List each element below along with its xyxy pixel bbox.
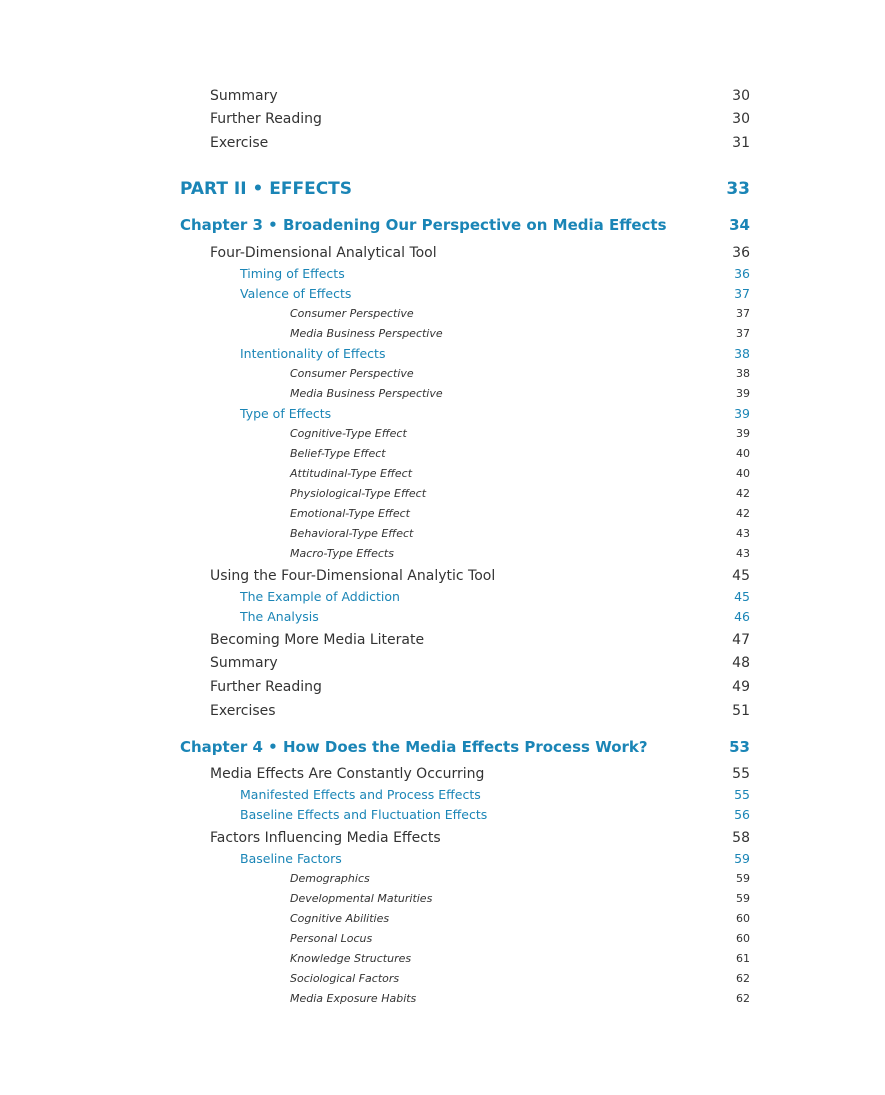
page-number: 40 xyxy=(736,467,750,480)
entry-title: Type of Effects xyxy=(240,406,332,421)
section-entry xyxy=(210,632,750,651)
entry-title: Consumer Perspective xyxy=(290,367,414,380)
page-number: 46 xyxy=(734,609,750,624)
subsection-entry xyxy=(240,346,750,363)
page-number: 39 xyxy=(734,406,750,421)
entry-title: Chapter 4 • How Does the Media Effects Process Work? xyxy=(180,738,648,756)
section-entry xyxy=(210,568,750,587)
entry-title: Media Effects Are Constantly Occurring xyxy=(210,766,485,782)
entry-title: Media Business Perspective xyxy=(290,387,443,400)
entry-title: Four-Dimensional Analytical Tool xyxy=(210,245,437,261)
page-number: 59 xyxy=(734,851,750,866)
page-number: 33 xyxy=(726,179,750,199)
entry-title: Emotional-Type Effect xyxy=(290,507,410,520)
entry-title: Summary xyxy=(210,655,278,671)
entry-title: Cognitive Abilities xyxy=(290,912,390,925)
page-number: 40 xyxy=(736,447,750,460)
entry-title: Timing of Effects xyxy=(240,266,345,281)
entry-title: Further Reading xyxy=(210,679,322,695)
page-number: 45 xyxy=(734,589,750,604)
section-entry xyxy=(210,111,750,130)
entry-title: Personal Locus xyxy=(290,932,373,945)
page-number: 38 xyxy=(734,346,750,361)
subsubsection-entry xyxy=(290,367,750,382)
entry-title: Summary xyxy=(210,88,278,104)
subsubsection-entry xyxy=(290,912,750,927)
page-number: 59 xyxy=(736,892,750,905)
subsubsection-entry xyxy=(290,507,750,522)
page-number: 58 xyxy=(732,830,750,846)
entry-title: Chapter 3 • Broadening Our Perspective on Media Effects xyxy=(180,216,667,234)
page-number: 49 xyxy=(732,679,750,695)
page-number: 47 xyxy=(732,632,750,648)
subsubsection-entry xyxy=(290,427,750,442)
section-entry xyxy=(210,766,750,785)
entry-title: Behavioral-Type Effect xyxy=(290,527,414,540)
subsection-entry xyxy=(240,787,750,804)
page-number: 55 xyxy=(732,766,750,782)
entry-title: Attitudinal-Type Effect xyxy=(290,467,413,480)
entry-title: Valence of Effects xyxy=(240,286,352,301)
subsection-entry xyxy=(240,851,750,868)
page-number: 42 xyxy=(736,507,750,520)
entry-title: Using the Four-Dimensional Analytic Tool xyxy=(210,568,496,584)
page-number: 31 xyxy=(732,135,750,151)
subsubsection-entry xyxy=(290,527,750,542)
subsection-entry xyxy=(240,807,750,824)
entry-title: Developmental Maturities xyxy=(290,892,433,905)
entry-title: Baseline Effects and Fluctuation Effects xyxy=(240,807,488,822)
page-number: 38 xyxy=(736,367,750,380)
subsection-entry xyxy=(240,286,750,303)
section-entry xyxy=(210,135,750,154)
subsubsection-entry xyxy=(290,892,750,907)
page-number: 43 xyxy=(736,547,750,560)
page-number: 62 xyxy=(736,992,750,1005)
page-number: 62 xyxy=(736,972,750,985)
section-entry xyxy=(210,245,750,264)
entry-title: Physiological-Type Effect xyxy=(290,487,427,500)
subsubsection-entry xyxy=(290,447,750,462)
entry-title: Macro-Type Effects xyxy=(290,547,394,560)
entry-title: PART II • EFFECTS xyxy=(180,179,353,199)
page-number: 61 xyxy=(736,952,750,965)
subsection-entry xyxy=(240,609,750,626)
entry-title: Intentionality of Effects xyxy=(240,346,386,361)
page-number: 53 xyxy=(729,738,750,756)
section-entry xyxy=(210,679,750,698)
page-number: 37 xyxy=(736,327,750,340)
entry-title: Media Business Perspective xyxy=(290,327,443,340)
subsection-entry xyxy=(240,406,750,423)
section-entry xyxy=(210,703,750,722)
page-number: 36 xyxy=(732,245,750,261)
entry-title: Manifested Effects and Process Effects xyxy=(240,787,481,802)
page-number: 60 xyxy=(736,932,750,945)
entry-title: Baseline Factors xyxy=(240,851,342,866)
entry-title: The Analysis xyxy=(240,609,319,624)
section-entry xyxy=(210,655,750,674)
page-number: 48 xyxy=(732,655,750,671)
page-number: 39 xyxy=(736,427,750,440)
subsubsection-entry xyxy=(290,467,750,482)
subsubsection-entry xyxy=(290,387,750,402)
subsubsection-entry xyxy=(290,547,750,562)
page-number: 59 xyxy=(736,872,750,885)
entry-title: Belief-Type Effect xyxy=(290,447,386,460)
section-entry xyxy=(210,830,750,849)
subsubsection-entry xyxy=(290,992,750,1007)
page-number: 36 xyxy=(734,266,750,281)
page-number: 60 xyxy=(736,912,750,925)
subsubsection-entry xyxy=(290,952,750,967)
entry-title: Exercise xyxy=(210,135,269,151)
page-number: 51 xyxy=(732,703,750,719)
page-number: 37 xyxy=(736,307,750,320)
page-number: 39 xyxy=(736,387,750,400)
entry-title: Media Exposure Habits xyxy=(290,992,417,1005)
subsubsection-entry xyxy=(290,872,750,887)
subsubsection-entry xyxy=(290,327,750,342)
page-number: 56 xyxy=(734,807,750,822)
entry-title: Demographics xyxy=(290,872,370,885)
page-number: 37 xyxy=(734,286,750,301)
entry-title: Sociological Factors xyxy=(290,972,400,985)
subsection-entry xyxy=(240,589,750,606)
subsection-entry xyxy=(240,266,750,283)
entry-title: Cognitive-Type Effect xyxy=(290,427,407,440)
page-number: 30 xyxy=(732,88,750,104)
entry-title: Becoming More Media Literate xyxy=(210,632,425,648)
page-number: 42 xyxy=(736,487,750,500)
entry-title: Exercises xyxy=(210,703,276,719)
entry-title: Further Reading xyxy=(210,111,322,127)
chapter-heading xyxy=(180,216,750,236)
part-heading xyxy=(180,179,750,201)
page-number: 45 xyxy=(732,568,750,584)
subsubsection-entry xyxy=(290,307,750,322)
entry-title: The Example of Addiction xyxy=(240,589,400,604)
subsubsection-entry xyxy=(290,487,750,502)
chapter-heading xyxy=(180,738,750,758)
subsubsection-entry xyxy=(290,932,750,947)
page-number: 55 xyxy=(734,787,750,802)
entry-title: Knowledge Structures xyxy=(290,952,412,965)
subsubsection-entry xyxy=(290,972,750,987)
entry-title: Factors Influencing Media Effects xyxy=(210,830,441,846)
page-number: 34 xyxy=(729,216,750,234)
page-number: 30 xyxy=(732,111,750,127)
section-entry xyxy=(210,88,750,107)
entry-title: Consumer Perspective xyxy=(290,307,414,320)
page-number: 43 xyxy=(736,527,750,540)
